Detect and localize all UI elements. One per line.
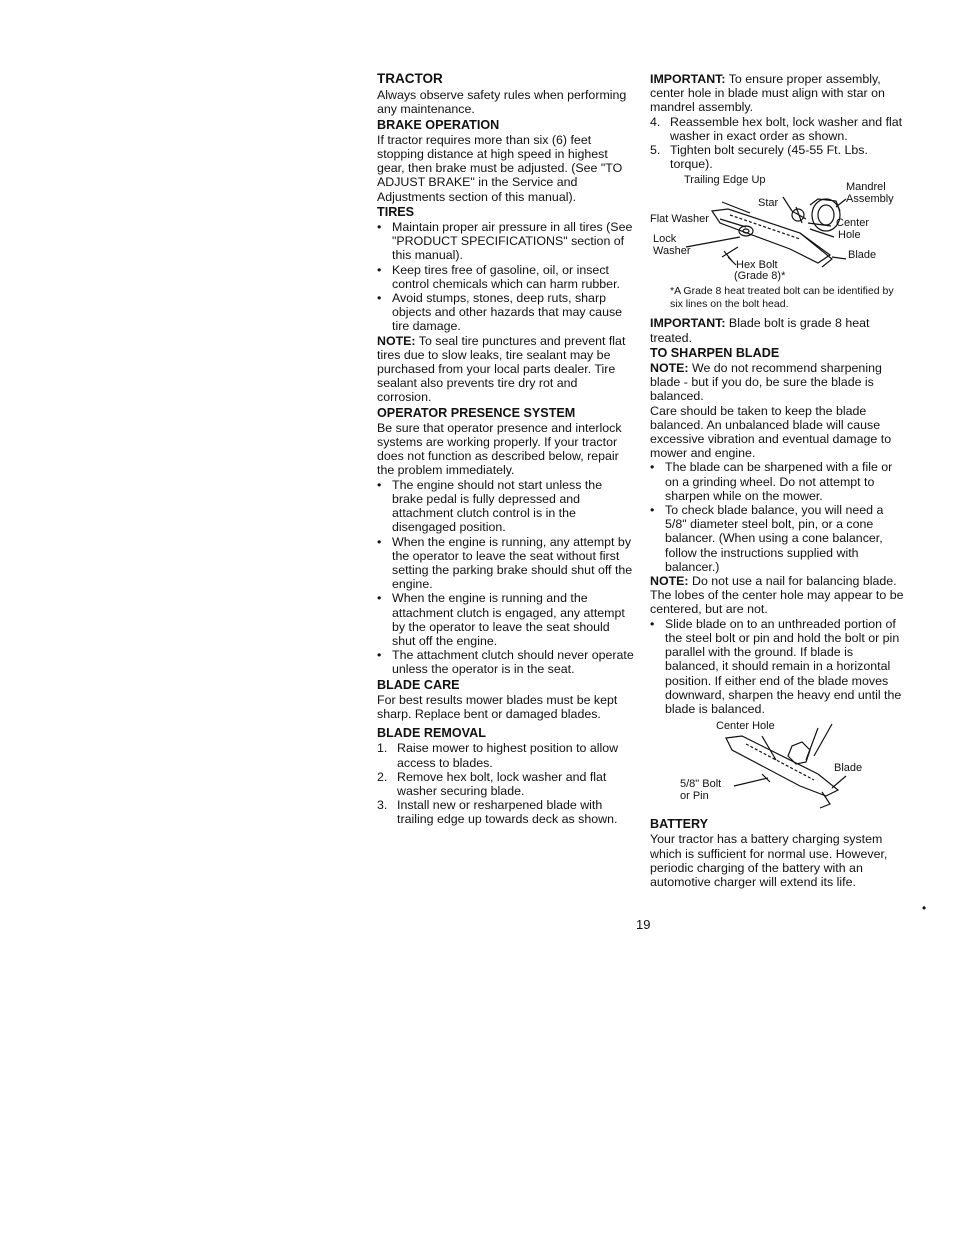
bullet-glyph: • <box>377 591 382 606</box>
blade-care-heading: BLADE CARE <box>377 677 460 692</box>
label-lock-1: Lock <box>653 233 677 246</box>
list-item: • When the engine is running, any attempt by the operator to leave the seat without first setting the parking brake should shut off the engine. <box>377 534 633 592</box>
bullet-glyph: • <box>377 534 382 549</box>
bullet-glyph: • <box>377 220 382 235</box>
important-grade: IMPORTANT: Blade bolt is grade 8 heat treated. <box>650 316 870 345</box>
tires-list <box>377 220 635 334</box>
page-number: 19 <box>636 917 651 932</box>
label-center-2: Hole <box>838 229 861 242</box>
blade-balance-diagram <box>650 716 908 816</box>
sharpen-list <box>650 460 908 574</box>
list-item: • Maintain proper air pressure in all tires (See "PRODUCT SPECIFICATIONS" section of this manual). <box>377 220 633 263</box>
sharpen-text: Care should be taken to keep the blade balanced. An unbalanced blade will cause excessive vibration and eventual damage to mower and engine. <box>650 403 892 461</box>
label-blade: Blade <box>848 249 877 262</box>
blade-assembly-diagram <box>650 171 908 281</box>
ops-list <box>377 478 635 677</box>
ops-heading: OPERATOR PRESENCE SYSTEM <box>377 405 576 420</box>
list-item: • Slide blade on to an unthreaded portion of the steel bolt or pin and hold the bolt or pin parallel with the ground. If blade is balanced, it should remain in a horizontal position. If either end of the blade moves downward, sharpen the heavy end until the blade is balanced. <box>650 616 902 716</box>
blade-removal-heading: BLADE REMOVAL <box>377 726 486 741</box>
blade-removal-steps <box>377 741 635 826</box>
label-hex-bolt: Hex Bolt <box>736 259 778 272</box>
reassemble-steps <box>650 115 908 172</box>
list-item: • To check blade balance, you will need a 5/8" diameter steel bolt, pin, or a cone balancer. (When using a cone balancer, follow the instructions supplied with balancer.) <box>650 503 884 574</box>
left-column <box>377 72 635 827</box>
bullet-glyph: • <box>650 616 655 631</box>
tires-note: NOTE: To seal tire punctures and prevent flat tires due to slow leaks, tire sealant may be purchased from your local parts dealer. Tire sealant also prevents tire dry rot and corrosion. <box>377 333 626 405</box>
bullet-glyph: • <box>377 477 382 492</box>
label-trailing-edge: Trailing Edge Up <box>684 174 766 187</box>
intro-text: Always observe safety rules when performing any maintenance. <box>377 88 627 117</box>
right-column <box>650 72 908 889</box>
battery-heading: BATTERY <box>650 817 709 832</box>
label-bolt-1: 5/8" Bolt <box>680 778 722 791</box>
sharpen-note2: NOTE: Do not use a nail for balancing blade. The lobes of the center hole may appear to be centered, but are not. <box>650 574 904 617</box>
list-item: 4. Reassemble hex bolt, lock washer and flat washer in exact order as shown. <box>650 114 903 143</box>
list-item: 1. Raise mower to highest position to allow access to blades. <box>377 741 619 770</box>
list-item: • Keep tires free of gasoline, oil, or insect control chemicals which can harm rubber. <box>377 262 620 291</box>
list-item: • The engine should not start unless the brake pedal is fully depressed and attachment clutch control is in the disengaged position. <box>377 477 603 535</box>
label-mandrel-2: Assembly <box>846 193 894 206</box>
list-item: • When the engine is running and the attachment clutch is engaged, any attempt by the operator to leave the seat should shut off the engine. <box>377 591 625 648</box>
label-mandrel-1: Mandrel <box>846 181 886 194</box>
battery-text: Your tractor has a battery charging system which is sufficient for normal use. However, periodic charging of the battery with an automotive charger will extend its life. <box>650 832 888 889</box>
label-bolt-2: or Pin <box>680 790 709 803</box>
bullet-glyph: • <box>650 503 655 518</box>
stray-bullet: • <box>922 901 927 915</box>
list-item: 2. Remove hex bolt, lock washer and flat washer securing blade. <box>377 769 607 798</box>
footnote: *A Grade 8 heat treated bolt can be identified by six lines on the bolt head. <box>670 285 894 310</box>
balance-list <box>650 617 908 716</box>
brake-heading: BRAKE OPERATION <box>377 117 500 132</box>
bullet-glyph: • <box>650 460 655 475</box>
sharpen-note1: NOTE: We do not recommend sharpening blade - but if you do, be sure the blade is balanced. <box>650 361 882 404</box>
important-assembly: IMPORTANT: To ensure proper assembly, center hole in blade must align with star on mandrel assembly. <box>650 72 885 115</box>
label-blade-2: Blade <box>834 762 863 775</box>
brake-text: If tractor requires more than six (6) feet stopping distance at high speed in highest gear, then brake must be adjusted. (See "TO ADJUST BRAKE" in the Service and Adjustments section of this manual). <box>377 132 623 204</box>
tractor-heading: TRACTOR <box>377 71 443 86</box>
list-item: 5. Tighten bolt securely (45-55 Ft. Lbs. torque). <box>650 143 868 172</box>
list-item: • Avoid stumps, stones, deep ruts, sharp objects and other hazards that may cause tire damage. <box>377 291 623 334</box>
label-star: Star <box>758 197 779 210</box>
blade-care-text: For best results mower blades must be kept sharp. Replace bent or damaged blades. <box>377 692 618 721</box>
label-center-hole: Center Hole <box>716 720 775 733</box>
bullet-glyph: • <box>377 291 382 306</box>
label-flat-washer: Flat Washer <box>650 213 709 226</box>
bullet-glyph: • <box>377 262 382 277</box>
list-item: 3. Install new or resharpened blade with trailing edge up towards deck as shown. <box>377 798 618 827</box>
ops-text: Be sure that operator presence and interlock systems are working properly. If your tractor does not function as described below, repair the problem immediately. <box>377 420 622 478</box>
list-item: • The blade can be sharpened with a file or on a grinding wheel. Do not attempt to sharpen while on the mower. <box>650 460 893 503</box>
label-lock-2: Washer <box>653 245 691 258</box>
label-center-1: Center <box>836 217 870 230</box>
bullet-glyph: • <box>377 648 382 663</box>
list-item: • The attachment clutch should never operate unless the operator is in the seat. <box>377 648 634 677</box>
tires-heading: TIRES <box>377 204 415 219</box>
label-grade: (Grade 8)* <box>734 270 786 283</box>
sharpen-heading: TO SHARPEN BLADE <box>650 345 780 360</box>
